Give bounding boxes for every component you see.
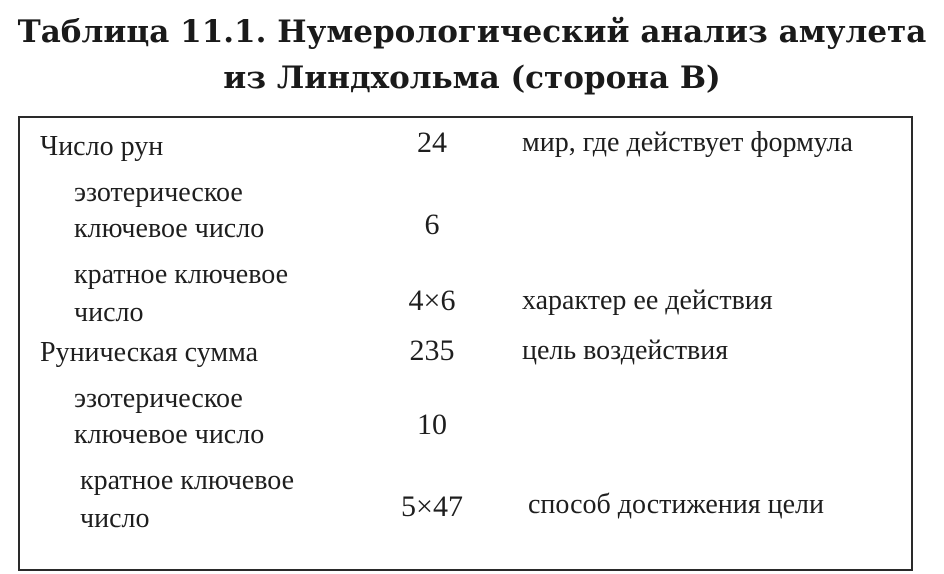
row-meaning: способ достижения цели — [528, 489, 824, 520]
row-label-line-1: кратное ключевое — [74, 259, 289, 290]
row-number: 4×6 — [408, 284, 456, 317]
row-label-line-2: ключевое число — [74, 419, 265, 450]
row-meaning: цель воздействия — [522, 335, 729, 366]
row-number: 5×47 — [401, 490, 463, 523]
table-caption-line-2: из Линдхольма (сторона B) — [223, 60, 721, 96]
row-label-line-2: ключевое число — [74, 213, 265, 244]
row-meaning: характер ее действия — [522, 285, 773, 316]
row-number: 24 — [417, 126, 447, 159]
row-number: 10 — [417, 408, 447, 441]
row-label-line-1: эзотерическое — [74, 177, 243, 208]
row-meaning: мир, где действует формула — [522, 127, 853, 158]
row-label: Руническая сумма — [40, 337, 259, 368]
row-label-line-2: число — [74, 297, 144, 328]
row-label-line-2: число — [80, 503, 150, 534]
table-caption-line-1: Таблица 11.1. Нумерологический анализ амулета — [17, 14, 927, 50]
row-number: 6 — [424, 208, 440, 241]
row-label: Число рун — [40, 131, 164, 162]
row-label-line-1: кратное ключевое — [80, 465, 295, 496]
row-label-line-1: эзотерическое — [74, 383, 243, 414]
row-number: 235 — [409, 334, 455, 367]
